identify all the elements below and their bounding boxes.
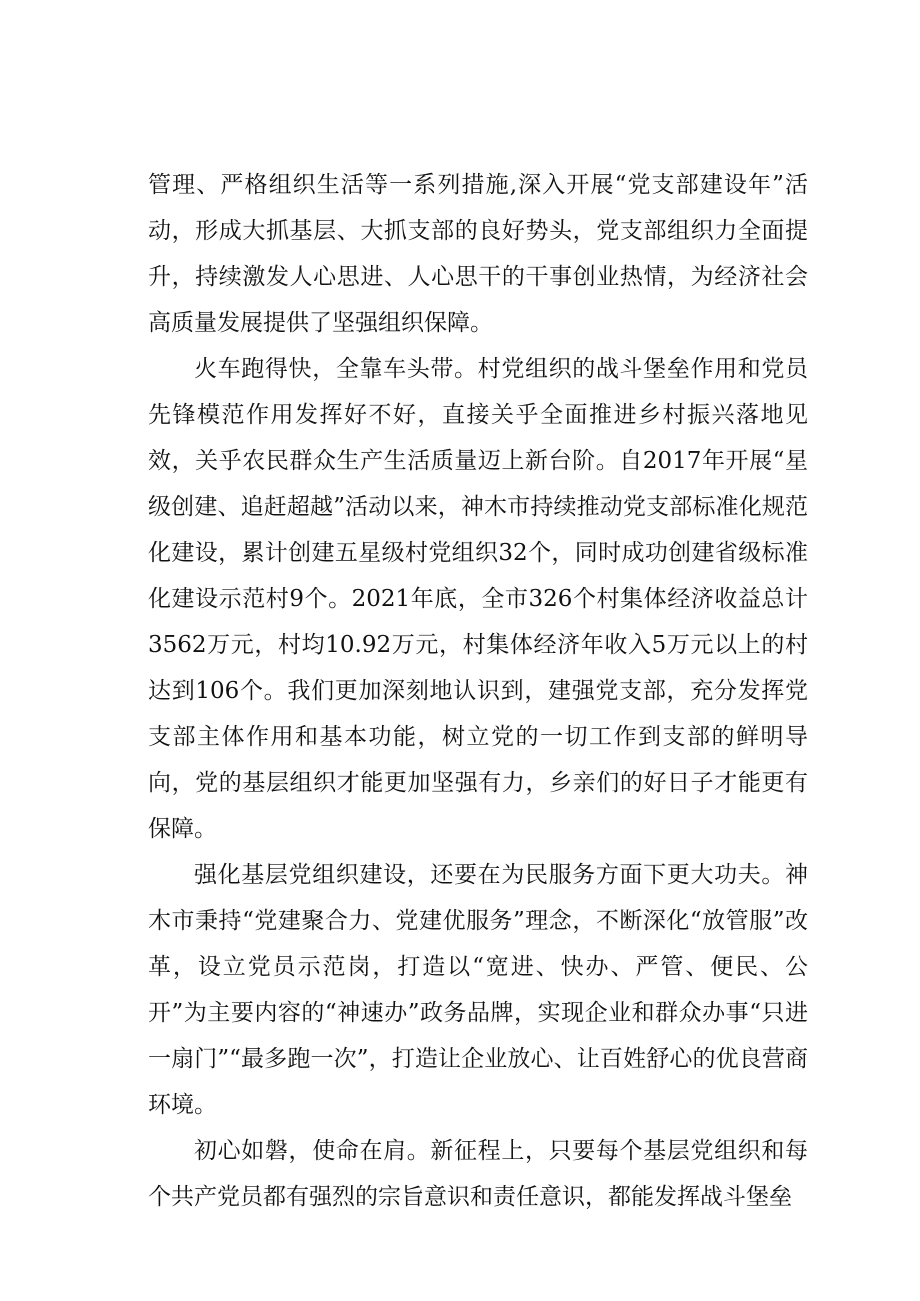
- paragraph-mission: 初心如磐，使命在肩。新征程上，只要每个基层党组织和每个共产党员都有强烈的宗旨意识和责任意识，都能发挥战斗堡垒: [148, 1138, 808, 1210]
- paragraph-train-analogy: 火车跑得快，全靠车头带。村党组织的战斗堡垒作用和党员先锋模范作用发挥好不好，直接关乎全面推进乡村振兴落地见效，关乎农民群众生产生活质量迈上新台阶。自2017年开展“星级创建、追赶超越”活动以来，神木市持续推动党支部标准化规范化建设，累计创建五星级村党组织32个，同时成功创建省级标准化建设示范村9个。2021年底，全市326个村集体经济收益总计3562万元，村均10.92万元，村集体经济年收入5万元以上的村达到106个。我们更加深刻地认识到，建强党支部，充分发挥党支部主体作用和基本功能，树立党的一切工作到支部的鲜明导向，党的基层组织才能更加坚强有力，乡亲们的好日子才能更有保障。: [148, 356, 808, 842]
- document-body: [148, 162, 808, 1220]
- paragraph-continued: 管理、严格组织生活等一系列措施,深入开展“党支部建设年”活动，形成大抓基层、大抓支部的良好势头，党支部组织力全面提升，持续激发人心思进、人心思干的干事创业热情，为经济社会高质量发展提供了坚强组织保障。: [148, 172, 808, 336]
- paragraph-service: 强化基层党组织建设，还要在为民服务方面下更大功夫。神木市秉持“党建聚合力、党建优服务”理念，不断深化“放管服”改革，设立党员示范岗，打造以“宽进、快办、严管、便民、公开”为主要内容的“神速办”政务品牌，实现企业和群众办事“只进一扇门”“最多跑一次”，打造让企业放心、让百姓舒心的优良营商环境。: [148, 862, 808, 1118]
